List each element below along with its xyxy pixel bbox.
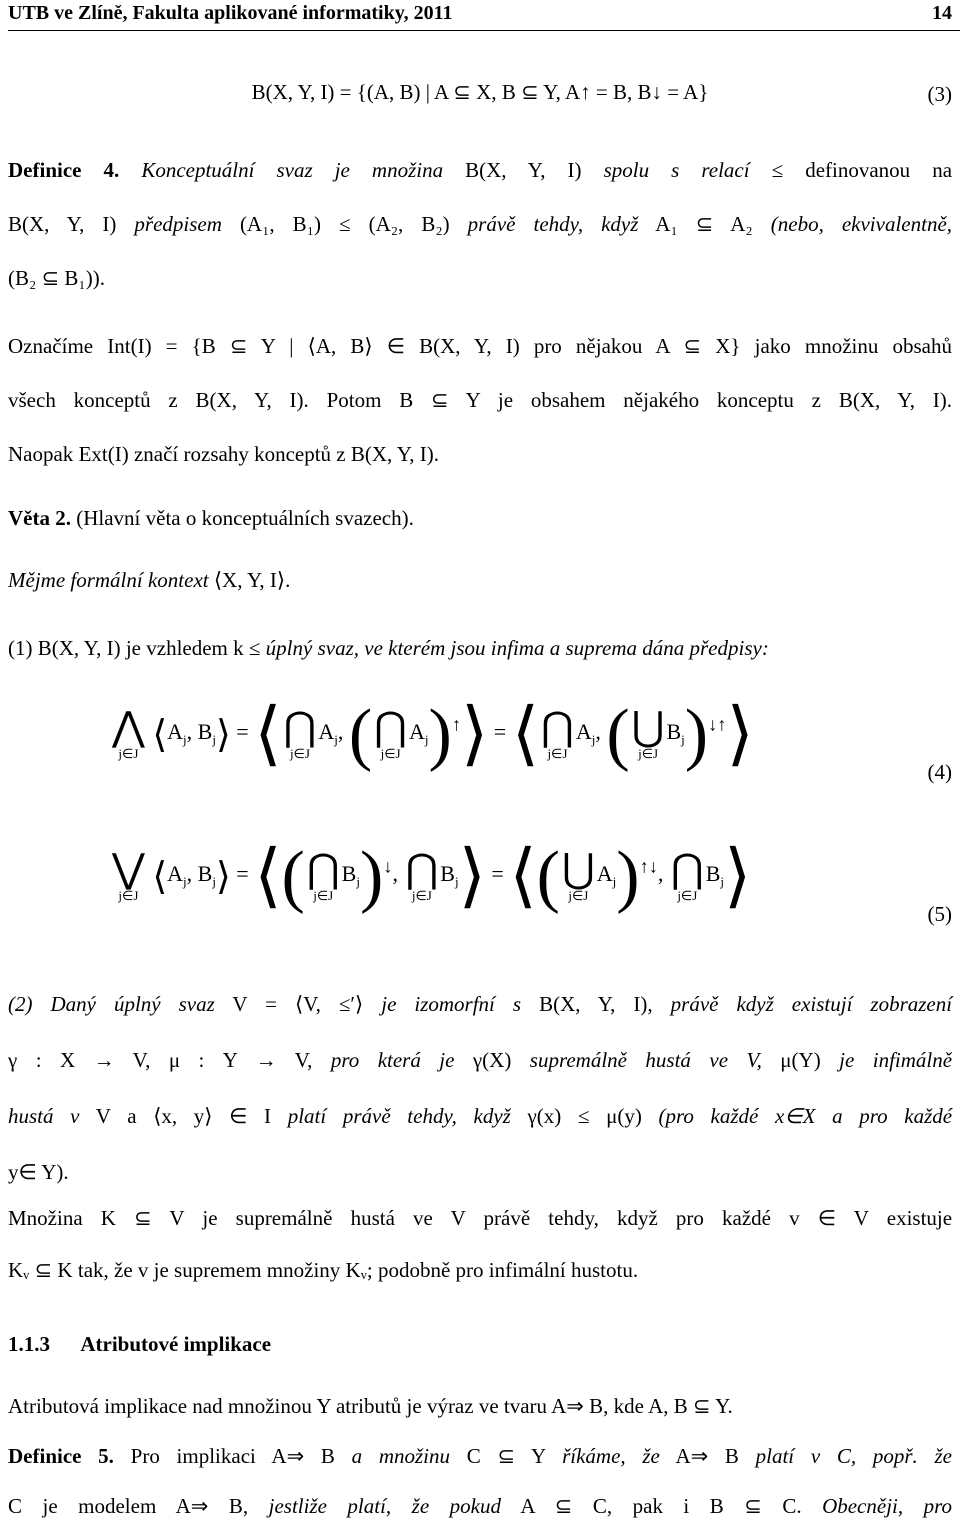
def5-math: A⇒ B — [675, 1444, 739, 1468]
part2-math: B(X, Y, I), — [539, 992, 653, 1016]
cap-operator — [374, 703, 407, 761]
def4-text: právě tehdy, když — [467, 212, 639, 236]
subscript: j — [183, 732, 187, 747]
cap-operator — [405, 845, 439, 903]
def5-label: Definice 5. — [8, 1444, 114, 1468]
bracket: ) — [684, 696, 709, 773]
def4-math: A₁ ⊆ A₂ — [655, 212, 753, 236]
def4-text: spolu s relací — [603, 158, 750, 182]
veta2-label: Věta 2. — [8, 506, 71, 530]
def5-text: a množinu — [351, 1444, 451, 1468]
meet-operator — [112, 703, 145, 761]
def4-line2 — [8, 210, 952, 238]
cap-symbol: ⋂ — [670, 845, 704, 891]
def5-line2 — [8, 1492, 952, 1520]
index-limit: j∈J — [289, 745, 310, 761]
down-arrow: ↓ — [383, 856, 393, 877]
cap-operator — [541, 703, 574, 761]
def5-math: C — [8, 1494, 23, 1518]
def5-text: , pak i — [606, 1494, 690, 1518]
bracket: ⟩ — [215, 856, 231, 898]
bracket: ⟨ — [152, 714, 168, 756]
equation-4: ⋀ j∈J $⟨A_j$, $B_j⟩$ = ⟨ ⋂ j∈J $A_j$, ( ⋂ j∈J $A_j)^↑⟩$ = ⟨ ⋂ j∈J $A_j$, ( ⋃ j∈J $B_j)^{↓↑}⟩$ — [112, 696, 754, 773]
var: B — [341, 861, 357, 886]
def4-label: Definice 4. — [8, 158, 120, 182]
var: A — [408, 719, 425, 744]
int-text: je obsahem nějakého konceptu z — [497, 388, 821, 412]
part2-math: ⟨x, y⟩ ∈ I — [153, 1104, 272, 1128]
bracket: ⟨ — [152, 856, 168, 898]
subscript: j — [212, 874, 216, 889]
cap-operator — [283, 703, 317, 761]
part1-line — [8, 634, 769, 662]
part2-line4: y∈ Y). — [8, 1160, 69, 1184]
part2-text: pro která je — [330, 1048, 455, 1072]
int-text: pro nějakou — [533, 334, 643, 358]
subscript: j — [591, 732, 596, 747]
page-number: 14 — [932, 2, 952, 24]
cap-symbol: ⋂ — [306, 845, 340, 891]
section-number: 1.1.3 — [8, 1332, 50, 1356]
def5-text: Obecněji, pro — [822, 1494, 952, 1518]
int-math: B(X, Y, I). — [350, 442, 439, 466]
mnozina-text: existuje — [886, 1206, 953, 1230]
mnozina-line1 — [8, 1204, 952, 1232]
part2-text: a pro každé — [832, 1104, 953, 1128]
part2-math: γ(X) — [472, 1048, 512, 1072]
part2-text: (2) Daný úplný svaz — [8, 992, 215, 1016]
int-text: Naopak — [8, 442, 74, 466]
part2-text: je izomorfní s — [381, 992, 522, 1016]
subscript: j — [356, 874, 360, 889]
join-operator — [112, 845, 145, 903]
down-up-arrow: ↓↑ — [708, 714, 727, 735]
index-limit: j∈J — [313, 887, 334, 903]
attr-math: Y — [316, 1394, 331, 1418]
cup-symbol: ⋃ — [561, 845, 595, 891]
index-limit: j∈J — [568, 887, 589, 903]
attr-text: , kde — [603, 1394, 644, 1418]
part2-math: γ(x) ≤ μ(y) — [527, 1104, 642, 1128]
bracket: ⟨ — [511, 696, 540, 773]
bracket: ) — [359, 838, 384, 915]
subscript: j — [720, 874, 725, 889]
var: B — [440, 861, 455, 886]
page-header — [8, 0, 960, 31]
equation-5: ⋁ j∈J $⟨A_j$, $B_j⟩$ = ⟨( ⋂ j∈J $B_j)^↓$, ⋂ j∈J $B_j⟩$ = ⟨( ⋃ j∈J $A_j)^{↑↓}$, ⋂ j∈J $B_j⟩$ — [112, 838, 752, 915]
var: A — [167, 719, 184, 744]
context-math: ⟨X, Y, I⟩. — [213, 568, 291, 592]
equation-5-number: (5) — [927, 902, 952, 926]
part2-text: je infimálně — [839, 1048, 953, 1072]
int-line1 — [8, 332, 952, 360]
subscript: j — [212, 732, 216, 747]
bracket: ⟩ — [458, 838, 486, 915]
def5-line1 — [8, 1442, 952, 1470]
index-limit: j∈J — [118, 887, 139, 903]
index-limit: j∈J — [411, 887, 432, 903]
bracket: ⟨ — [254, 838, 282, 915]
var: B — [705, 861, 721, 886]
veta2-text: (Hlavní věta o konceptuálních svazech). — [76, 506, 414, 530]
part1-text: je vzhledem k — [125, 636, 244, 660]
bracket: ) — [428, 696, 452, 773]
cup-operator — [631, 703, 665, 761]
section-title: Atributové implikace — [80, 1332, 272, 1356]
int-math: B(X, Y, I). — [838, 388, 953, 412]
int-line3 — [8, 440, 439, 468]
int-text: Označíme — [8, 334, 94, 358]
index-limit: j∈J — [677, 887, 698, 903]
def4-math: B(X, Y, I) — [465, 158, 582, 182]
bracket: ( — [281, 838, 305, 915]
var: B — [197, 861, 213, 886]
var: B — [666, 719, 682, 744]
equation-3 — [0, 80, 960, 105]
def4-line1 — [8, 156, 952, 184]
var: A — [318, 719, 335, 744]
part2-text: (pro každé — [658, 1104, 759, 1128]
subscript: j — [424, 732, 429, 747]
part2-math: x∈X — [775, 1104, 816, 1128]
part2-text: hustá v — [8, 1104, 80, 1128]
part2-text: právě když existují zobrazení — [670, 992, 953, 1016]
bracket: ( — [348, 696, 373, 773]
part1-math: ≤ — [248, 636, 261, 660]
int-line2 — [8, 386, 952, 414]
part2-text: a — [127, 1104, 137, 1128]
mnozina-math: V — [450, 1206, 466, 1230]
def5-math: A⇒ B, — [175, 1494, 249, 1518]
def5-text: říkáme, že — [562, 1444, 660, 1468]
part2-math: V — [95, 1104, 111, 1128]
header-title: UTB ve Zlíně, Fakulta aplikované informatiky, 2011 — [8, 2, 453, 24]
def4-math: (A₁, B₁) ≤ (A₂, B₂) — [239, 212, 450, 236]
index-limit: j∈J — [547, 745, 568, 761]
mnozina-text: tak, že v je supremem množiny — [77, 1258, 341, 1282]
def4-text: (nebo, ekvivalentně, — [770, 212, 953, 236]
attr-text: Atributová implikace nad množinou — [8, 1394, 312, 1418]
cap-symbol: ⋂ — [374, 703, 407, 749]
cap-symbol: ⋂ — [283, 703, 317, 749]
cap-symbol: ⋂ — [541, 703, 574, 749]
mnozina-math: v ∈ V — [789, 1206, 869, 1230]
def4-text: Konceptuální svaz je množina — [141, 158, 444, 182]
part2-line3 — [8, 1102, 952, 1130]
int-text: Potom — [326, 388, 382, 412]
mnozina-math: K ⊆ V — [100, 1206, 185, 1230]
bracket: ⟩ — [215, 714, 231, 756]
mnozina-line2 — [8, 1256, 638, 1284]
mnozina-math: Kᵥ ⊆ K — [8, 1258, 73, 1282]
bracket: ( — [606, 696, 630, 773]
bracket: ⟩ — [726, 696, 754, 773]
def5-text: jestliže platí, že pokud — [268, 1494, 501, 1518]
int-text: všech konceptů z — [8, 388, 178, 412]
index-limit: j∈J — [380, 745, 401, 761]
part1-math: B(X, Y, I) — [37, 636, 121, 660]
index-limit: j∈J — [118, 745, 139, 761]
bracket: ) — [616, 838, 640, 915]
def4-line3: (B₂ ⊆ B₁)). — [8, 266, 105, 290]
bracket: ⟩ — [460, 696, 489, 773]
equation-3-number: (3) — [927, 82, 952, 106]
bracket: ( — [536, 838, 560, 915]
int-math: Ext(I) — [78, 442, 129, 466]
part2-math: γ : X → V, — [8, 1048, 151, 1072]
def5-math: A⇒ B — [271, 1444, 335, 1468]
equation-4-number: (4) — [927, 760, 952, 784]
subscript: j — [454, 874, 459, 889]
int-text: značí rozsahy konceptů z — [133, 442, 346, 466]
def4-text: definovanou na — [805, 158, 953, 182]
attr-math: A, B ⊆ Y. — [648, 1394, 733, 1418]
subscript: j — [681, 732, 685, 747]
def5-text: Pro implikaci — [130, 1444, 256, 1468]
part2-line1 — [8, 990, 952, 1018]
def4-math: B(X, Y, I) — [8, 212, 117, 236]
mnozina-text: ; podobně pro infimální hustotu. — [366, 1258, 639, 1282]
subscript: j — [334, 732, 338, 747]
def5-math: C ⊆ Y — [466, 1444, 546, 1468]
meet-symbol: ⋀ — [112, 703, 145, 749]
def5-text: je modelem — [42, 1494, 157, 1518]
mnozina-text: Množina — [8, 1206, 83, 1230]
int-math: Int(I) = {B ⊆ Y | ⟨A, B⟩ ∈ B(X, Y, I) — [107, 334, 520, 358]
def5-text: platí v C, popř. že — [755, 1444, 952, 1468]
bracket: ⟨ — [509, 838, 537, 915]
int-text: jako množinu obsahů — [754, 334, 952, 358]
part2-math: V = ⟨V, ≤′⟩ — [232, 992, 364, 1016]
def4-text: předpisem — [134, 212, 222, 236]
mnozina-text: je supremálně hustá ve — [202, 1206, 433, 1230]
def5-math: A ⊆ C — [520, 1494, 607, 1518]
int-math: A ⊆ X} — [655, 334, 741, 358]
cap-symbol: ⋂ — [405, 845, 439, 891]
index-limit: j∈J — [638, 745, 659, 761]
cap-operator — [306, 845, 340, 903]
mnozina-text: právě tehdy, když pro každé — [483, 1206, 771, 1230]
up-arrow: ↑ — [451, 714, 461, 735]
part2-text: supremálně hustá ve V, — [529, 1048, 762, 1072]
part2-line2 — [8, 1046, 952, 1074]
context-line — [8, 566, 290, 594]
section-heading — [8, 1332, 271, 1357]
context-text: Mějme formální kontext — [8, 568, 209, 592]
int-math: B(X, Y, I). — [195, 388, 309, 412]
int-math: B ⊆ Y — [399, 388, 481, 412]
mnozina-math: Kᵥ — [345, 1258, 367, 1282]
veta2-line — [8, 504, 414, 532]
part1-num: (1) — [8, 636, 33, 660]
cup-operator — [561, 845, 595, 903]
attr-line — [8, 1392, 733, 1420]
var: A — [167, 861, 184, 886]
join-symbol: ⋁ — [112, 845, 145, 891]
up-down-arrow: ↑↓ — [639, 856, 658, 877]
var: B — [197, 719, 213, 744]
var: A — [575, 719, 592, 744]
attr-math: A⇒ B — [551, 1394, 604, 1418]
part2-text: platí právě tehdy, když — [287, 1104, 511, 1128]
cap-operator — [670, 845, 704, 903]
cup-symbol: ⋃ — [631, 703, 665, 749]
subscript: j — [183, 874, 187, 889]
def5-math: B ⊆ C. — [709, 1494, 802, 1518]
part2-math: μ : Y → V, — [168, 1048, 313, 1072]
bracket: ⟩ — [724, 838, 752, 915]
part2-math: μ(Y) — [780, 1048, 821, 1072]
part1-text: úplný svaz, ve kterém jsou infima a suprema dána předpisy: — [265, 636, 769, 660]
def4-math: ≤ — [771, 158, 784, 182]
subscript: j — [612, 874, 617, 889]
equation-3-formula: B(X, Y, I) = {(A, B) | A ⊆ X, B ⊆ Y, A↑ = B, B↓ = A} — [251, 80, 709, 104]
attr-text: atributů je výraz ve tvaru — [335, 1394, 548, 1418]
var: A — [596, 861, 613, 886]
bracket: ⟨ — [254, 696, 282, 773]
